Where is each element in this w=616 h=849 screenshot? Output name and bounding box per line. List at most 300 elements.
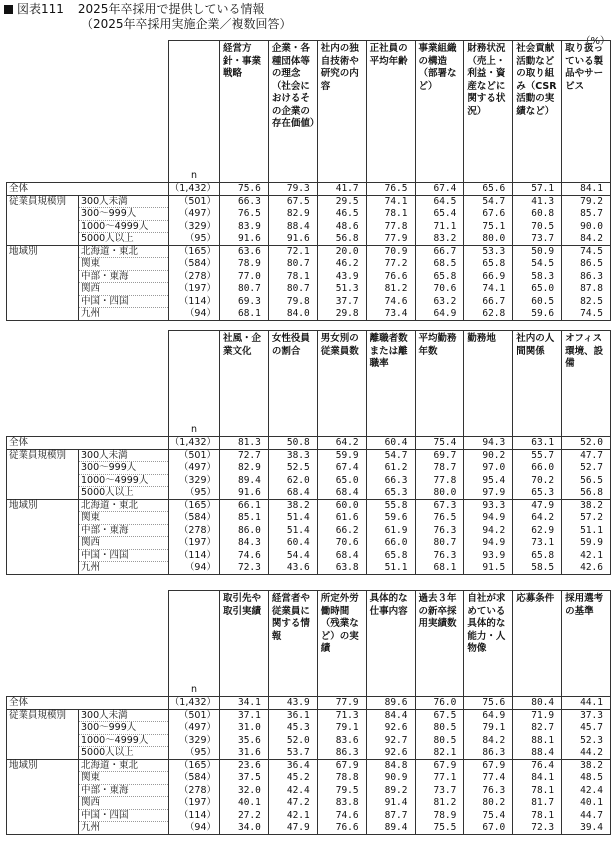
row-subcategory: 九州	[79, 308, 169, 321]
percentage-cell: 57.1	[513, 183, 562, 196]
percentage-cell: 63.2	[415, 295, 464, 308]
percentage-cell: 79.5	[317, 784, 366, 797]
sample-size: （114）	[169, 809, 220, 822]
sample-size: （278）	[169, 524, 220, 537]
row-category	[7, 809, 79, 822]
percentage-cell: 74.1	[366, 195, 415, 208]
percentage-cell: 73.7	[415, 784, 464, 797]
percentage-cell: 66.2	[317, 524, 366, 537]
column-header: 男女別の従業員数	[317, 331, 366, 437]
row-subcategory: 中部・東海	[79, 784, 169, 797]
column-header: 具体的な仕事内容	[366, 591, 415, 697]
column-header: 社風・企業文化	[220, 331, 269, 437]
row-category	[7, 822, 79, 835]
percentage-cell: 29.5	[317, 195, 366, 208]
percentage-cell: 60.0	[317, 499, 366, 512]
row-subcategory: 北海道・東北	[79, 245, 169, 258]
percentage-cell: 80.0	[464, 233, 513, 246]
percentage-cell: 84.1	[562, 183, 611, 196]
percentage-cell: 29.8	[317, 308, 366, 321]
percentage-cell: 94.9	[464, 512, 513, 525]
sample-size: （197）	[169, 797, 220, 810]
percentage-cell: 42.4	[268, 784, 317, 797]
column-header: 事業組織の構造（部署など）	[415, 41, 464, 183]
percentage-cell: 31.6	[220, 747, 269, 760]
data-table-2	[6, 330, 611, 575]
percentage-cell: 37.7	[317, 295, 366, 308]
total-row	[7, 183, 611, 196]
row-category: 地域別	[7, 499, 79, 512]
percentage-cell: 42.4	[562, 784, 611, 797]
percentage-cell: 56.8	[562, 487, 611, 500]
percentage-cell: 68.1	[415, 562, 464, 575]
header-row	[7, 331, 611, 437]
percentage-cell: 47.2	[268, 797, 317, 810]
table-row	[7, 208, 611, 221]
percentage-cell: 87.7	[366, 809, 415, 822]
percentage-cell: 45.7	[562, 722, 611, 735]
percentage-cell: 91.6	[268, 233, 317, 246]
percentage-cell: 65.8	[464, 258, 513, 271]
percentage-cell: 40.1	[220, 797, 269, 810]
column-header: 自社が求めている具体的な能力・人物像	[464, 591, 513, 697]
percentage-cell: 79.1	[464, 722, 513, 735]
header-blank	[7, 331, 169, 437]
sample-size: （197）	[169, 537, 220, 550]
row-subcategory: 300人未満	[79, 449, 169, 462]
percentage-cell: 81.7	[513, 797, 562, 810]
row-subcategory: 1000〜4999人	[79, 474, 169, 487]
table-row	[7, 747, 611, 760]
percentage-cell: 46.5	[317, 208, 366, 221]
row-category: 地域別	[7, 759, 79, 772]
percentage-cell: 90.2	[464, 449, 513, 462]
row-subcategory: 関西	[79, 797, 169, 810]
percentage-cell: 82.7	[513, 722, 562, 735]
percentage-cell: 92.6	[366, 722, 415, 735]
percentage-cell: 76.3	[415, 549, 464, 562]
percentage-cell: 55.7	[513, 449, 562, 462]
figure-title: 2025年卒採用で提供している情報	[77, 2, 265, 16]
percentage-cell: 48.6	[317, 220, 366, 233]
percentage-cell: 84.1	[513, 772, 562, 785]
percentage-cell: 97.9	[464, 487, 513, 500]
table-row	[7, 308, 611, 321]
column-header: オフィス環境、設備	[562, 331, 611, 437]
column-header: 取引先や取引実績	[220, 591, 269, 697]
column-header: 経営者や従業員に関する情報	[268, 591, 317, 697]
percentage-cell: 34.1	[220, 697, 269, 710]
percentage-cell: 76.4	[513, 759, 562, 772]
percentage-cell: 80.2	[464, 797, 513, 810]
percentage-cell: 82.9	[220, 462, 269, 475]
percentage-cell: 31.0	[220, 722, 269, 735]
percentage-cell: 93.3	[464, 499, 513, 512]
sample-size: （1,432）	[169, 437, 220, 450]
row-category	[7, 295, 79, 308]
column-header: 離職者数または離職率	[366, 331, 415, 437]
percentage-cell: 23.6	[220, 759, 269, 772]
percentage-cell: 80.7	[268, 283, 317, 296]
percentage-cell: 70.2	[513, 474, 562, 487]
percentage-cell: 77.4	[464, 772, 513, 785]
sample-size: （165）	[169, 245, 220, 258]
percentage-cell: 85.7	[562, 208, 611, 221]
percentage-cell: 83.9	[220, 220, 269, 233]
percentage-cell: 60.5	[513, 295, 562, 308]
n-column-header: n	[169, 331, 220, 437]
percentage-cell: 89.4	[220, 474, 269, 487]
percentage-cell: 68.1	[220, 308, 269, 321]
n-column-header: n	[169, 591, 220, 697]
row-subcategory: 関東	[79, 772, 169, 785]
column-header: 経営方針・事業戦略	[220, 41, 269, 183]
percentage-cell: 78.8	[317, 772, 366, 785]
percentage-cell: 68.4	[317, 487, 366, 500]
row-subcategory: 中部・東海	[79, 270, 169, 283]
percentage-cell: 61.6	[317, 512, 366, 525]
percentage-cell: 77.9	[366, 233, 415, 246]
percentage-cell: 77.8	[415, 474, 464, 487]
percentage-cell: 37.1	[220, 709, 269, 722]
percentage-cell: 80.5	[415, 734, 464, 747]
table-row	[7, 233, 611, 246]
sample-size: （114）	[169, 549, 220, 562]
percentage-cell: 59.6	[366, 512, 415, 525]
table-row	[7, 258, 611, 271]
percentage-cell: 78.1	[513, 784, 562, 797]
sample-size: （584）	[169, 772, 220, 785]
row-subcategory: 関西	[79, 283, 169, 296]
total-row	[7, 437, 611, 450]
percentage-cell: 90.0	[562, 220, 611, 233]
percentage-cell: 39.4	[562, 822, 611, 835]
percentage-cell: 86.3	[317, 747, 366, 760]
table-row	[7, 449, 611, 462]
row-subcategory: 関西	[79, 537, 169, 550]
percentage-cell: 64.2	[513, 512, 562, 525]
sample-size: （497）	[169, 722, 220, 735]
percentage-cell: 77.9	[317, 697, 366, 710]
sample-size: （501）	[169, 449, 220, 462]
row-category	[7, 797, 79, 810]
percentage-cell: 37.3	[562, 709, 611, 722]
percentage-cell: 51.3	[317, 283, 366, 296]
sample-size: （165）	[169, 759, 220, 772]
n-column-header: n	[169, 41, 220, 183]
percentage-cell: 91.5	[464, 562, 513, 575]
percentage-cell: 81.3	[220, 437, 269, 450]
percentage-cell: 38.2	[562, 759, 611, 772]
row-subcategory: 中国・四国	[79, 549, 169, 562]
row-category	[7, 722, 79, 735]
percentage-cell: 54.4	[268, 549, 317, 562]
column-header: 社内の人間関係	[513, 331, 562, 437]
percentage-cell: 91.4	[366, 797, 415, 810]
table-row	[7, 283, 611, 296]
row-category	[7, 772, 79, 785]
percentage-cell: 66.3	[220, 195, 269, 208]
percentage-cell: 47.7	[562, 449, 611, 462]
percentage-cell: 80.7	[415, 537, 464, 550]
column-header: 平均勤務年数	[415, 331, 464, 437]
figure-label: 図表111	[17, 2, 64, 16]
row-subcategory: 中国・四国	[79, 295, 169, 308]
percentage-cell: 55.8	[366, 499, 415, 512]
percentage-cell: 62.0	[268, 474, 317, 487]
percentage-cell: 80.7	[220, 283, 269, 296]
table-row	[7, 512, 611, 525]
percentage-cell: 95.4	[464, 474, 513, 487]
percentage-cell: 77.0	[220, 270, 269, 283]
column-header: 女性役員の割合	[268, 331, 317, 437]
percentage-cell: 38.2	[562, 499, 611, 512]
table-row	[7, 474, 611, 487]
percentage-cell: 73.7	[513, 233, 562, 246]
percentage-cell: 83.6	[317, 734, 366, 747]
table-row	[7, 487, 611, 500]
table-row	[7, 295, 611, 308]
column-header: 社会貢献活動などの取り組み（CSR活動の実績など）	[513, 41, 562, 183]
percentage-cell: 74.6	[317, 809, 366, 822]
percentage-cell: 75.6	[464, 697, 513, 710]
row-category	[7, 233, 79, 246]
percentage-cell: 43.9	[268, 697, 317, 710]
table-row	[7, 537, 611, 550]
percentage-cell: 66.0	[366, 537, 415, 550]
percentage-cell: 67.9	[464, 759, 513, 772]
percentage-cell: 50.8	[268, 437, 317, 450]
percentage-cell: 67.4	[415, 183, 464, 196]
percentage-cell: 77.8	[366, 220, 415, 233]
percentage-cell: 73.1	[513, 537, 562, 550]
table-row	[7, 809, 611, 822]
percentage-cell: 64.9	[415, 308, 464, 321]
column-header: 財務状況（売上・利益・資産などに関する状況）	[464, 41, 513, 183]
table-row	[7, 195, 611, 208]
row-category	[7, 537, 79, 550]
percentage-cell: 82.9	[268, 208, 317, 221]
row-subcategory: 300〜999人	[79, 462, 169, 475]
row-category	[7, 487, 79, 500]
table-row	[7, 462, 611, 475]
table-row	[7, 734, 611, 747]
row-category	[7, 524, 79, 537]
percentage-cell: 76.5	[220, 208, 269, 221]
percentage-cell: 87.8	[562, 283, 611, 296]
percentage-cell: 50.9	[513, 245, 562, 258]
percentage-cell: 80.4	[513, 697, 562, 710]
percentage-cell: 52.5	[268, 462, 317, 475]
percentage-cell: 76.5	[366, 183, 415, 196]
column-header: 社内の独自技術や研究の内容	[317, 41, 366, 183]
table-row	[7, 709, 611, 722]
percentage-cell: 65.8	[415, 270, 464, 283]
percentage-cell: 82.1	[415, 747, 464, 760]
percentage-cell: 65.3	[513, 487, 562, 500]
percentage-cell: 76.3	[415, 524, 464, 537]
row-subcategory: 1000〜4999人	[79, 734, 169, 747]
column-header: 正社員の平均年齢	[366, 41, 415, 183]
percentage-cell: 88.1	[513, 734, 562, 747]
row-category	[7, 734, 79, 747]
percentage-cell: 91.6	[220, 487, 269, 500]
percentage-cell: 61.2	[366, 462, 415, 475]
percentage-cell: 79.8	[268, 295, 317, 308]
percentage-cell: 72.1	[268, 245, 317, 258]
row-subcategory: 300〜999人	[79, 722, 169, 735]
percentage-cell: 97.0	[464, 462, 513, 475]
percentage-cell: 93.9	[464, 549, 513, 562]
percentage-cell: 42.6	[562, 562, 611, 575]
row-category	[7, 784, 79, 797]
column-header: 所定外労働時間（残業など）の実績	[317, 591, 366, 697]
row-category: 全体	[7, 697, 169, 710]
percentage-cell: 89.4	[366, 822, 415, 835]
sample-size: （501）	[169, 709, 220, 722]
percentage-cell: 94.3	[464, 437, 513, 450]
percentage-cell: 66.0	[513, 462, 562, 475]
percentage-cell: 78.9	[415, 809, 464, 822]
table-row	[7, 822, 611, 835]
percentage-cell: 76.5	[415, 512, 464, 525]
percentage-cell: 67.3	[415, 499, 464, 512]
sample-size: （1,432）	[169, 183, 220, 196]
sample-size: （497）	[169, 208, 220, 221]
percentage-cell: 65.0	[513, 283, 562, 296]
percentage-cell: 74.1	[464, 283, 513, 296]
percentage-cell: 44.7	[562, 809, 611, 822]
percentage-cell: 89.6	[366, 697, 415, 710]
percentage-cell: 74.6	[220, 549, 269, 562]
column-header: 取り扱っている製品やサービス	[562, 41, 611, 183]
total-row	[7, 697, 611, 710]
row-category	[7, 474, 79, 487]
percentage-cell: 65.0	[317, 474, 366, 487]
percentage-cell: 68.4	[317, 549, 366, 562]
row-category: 全体	[7, 437, 169, 450]
percentage-cell: 42.1	[268, 809, 317, 822]
sample-size: （278）	[169, 784, 220, 797]
table-row	[7, 245, 611, 258]
percentage-cell: 92.7	[366, 734, 415, 747]
row-subcategory: 5000人以上	[79, 233, 169, 246]
sample-size: （329）	[169, 220, 220, 233]
percentage-cell: 75.6	[220, 183, 269, 196]
percentage-cell: 75.5	[415, 822, 464, 835]
figure-subtitle: （2025年卒採用実施企業／複数回答）	[81, 17, 292, 31]
percentage-cell: 38.3	[268, 449, 317, 462]
sample-size: （95）	[169, 233, 220, 246]
sample-size: （329）	[169, 734, 220, 747]
percentage-cell: 62.8	[464, 308, 513, 321]
percentage-cell: 34.0	[220, 822, 269, 835]
percentage-cell: 42.1	[562, 549, 611, 562]
percentage-cell: 74.6	[366, 295, 415, 308]
row-subcategory: 5000人以上	[79, 747, 169, 760]
table-row	[7, 524, 611, 537]
percentage-cell: 59.9	[562, 537, 611, 550]
percentage-cell: 76.0	[415, 697, 464, 710]
percentage-cell: 70.6	[415, 283, 464, 296]
sample-size: （1,432）	[169, 697, 220, 710]
row-subcategory: 300人未満	[79, 195, 169, 208]
percentage-cell: 72.3	[513, 822, 562, 835]
percentage-cell: 80.7	[268, 258, 317, 271]
percentage-cell: 60.8	[513, 208, 562, 221]
percentage-cell: 80.0	[415, 487, 464, 500]
percentage-cell: 66.7	[415, 245, 464, 258]
percentage-cell: 40.1	[562, 797, 611, 810]
sample-size: （114）	[169, 295, 220, 308]
percentage-cell: 66.3	[366, 474, 415, 487]
sample-size: （95）	[169, 747, 220, 760]
data-table-1	[6, 40, 611, 321]
percentage-cell: 81.2	[366, 283, 415, 296]
percentage-cell: 67.5	[268, 195, 317, 208]
percentage-cell: 65.6	[464, 183, 513, 196]
percentage-cell: 36.1	[268, 709, 317, 722]
row-subcategory: 中部・東海	[79, 524, 169, 537]
row-subcategory: 北海道・東北	[79, 499, 169, 512]
percentage-cell: 84.3	[220, 537, 269, 550]
percentage-cell: 27.2	[220, 809, 269, 822]
percentage-cell: 51.1	[366, 562, 415, 575]
percentage-cell: 84.4	[366, 709, 415, 722]
table-row	[7, 784, 611, 797]
percentage-cell: 41.7	[317, 183, 366, 196]
percentage-cell: 70.5	[513, 220, 562, 233]
percentage-cell: 67.0	[464, 822, 513, 835]
row-subcategory: 1000〜4999人	[79, 220, 169, 233]
percentage-cell: 54.5	[513, 258, 562, 271]
percentage-cell: 43.9	[317, 270, 366, 283]
percentage-cell: 73.4	[366, 308, 415, 321]
table-row	[7, 220, 611, 233]
percentage-cell: 83.2	[415, 233, 464, 246]
percentage-cell: 89.2	[366, 784, 415, 797]
percentage-cell: 52.7	[562, 462, 611, 475]
row-category	[7, 549, 79, 562]
percentage-cell: 68.4	[268, 487, 317, 500]
percentage-cell: 66.7	[464, 295, 513, 308]
sample-size: （94）	[169, 308, 220, 321]
header-blank	[7, 41, 169, 183]
row-category	[7, 270, 79, 283]
percentage-cell: 61.9	[366, 524, 415, 537]
row-subcategory: 中国・四国	[79, 809, 169, 822]
percentage-cell: 88.4	[513, 747, 562, 760]
percentage-cell: 81.2	[415, 797, 464, 810]
percentage-cell: 86.3	[562, 270, 611, 283]
percentage-cell: 65.8	[513, 549, 562, 562]
sample-size: （497）	[169, 462, 220, 475]
percentage-cell: 69.3	[220, 295, 269, 308]
row-category	[7, 258, 79, 271]
percentage-cell: 72.7	[220, 449, 269, 462]
percentage-cell: 66.9	[464, 270, 513, 283]
table-row	[7, 562, 611, 575]
percentage-cell: 52.0	[562, 437, 611, 450]
percentage-cell: 45.2	[268, 772, 317, 785]
black-square-icon	[4, 5, 13, 14]
percentage-cell: 71.3	[317, 709, 366, 722]
percentage-cell: 20.0	[317, 245, 366, 258]
percentage-cell: 65.8	[366, 549, 415, 562]
percentage-cell: 92.6	[366, 747, 415, 760]
row-category	[7, 283, 79, 296]
percentage-cell: 66.1	[220, 499, 269, 512]
